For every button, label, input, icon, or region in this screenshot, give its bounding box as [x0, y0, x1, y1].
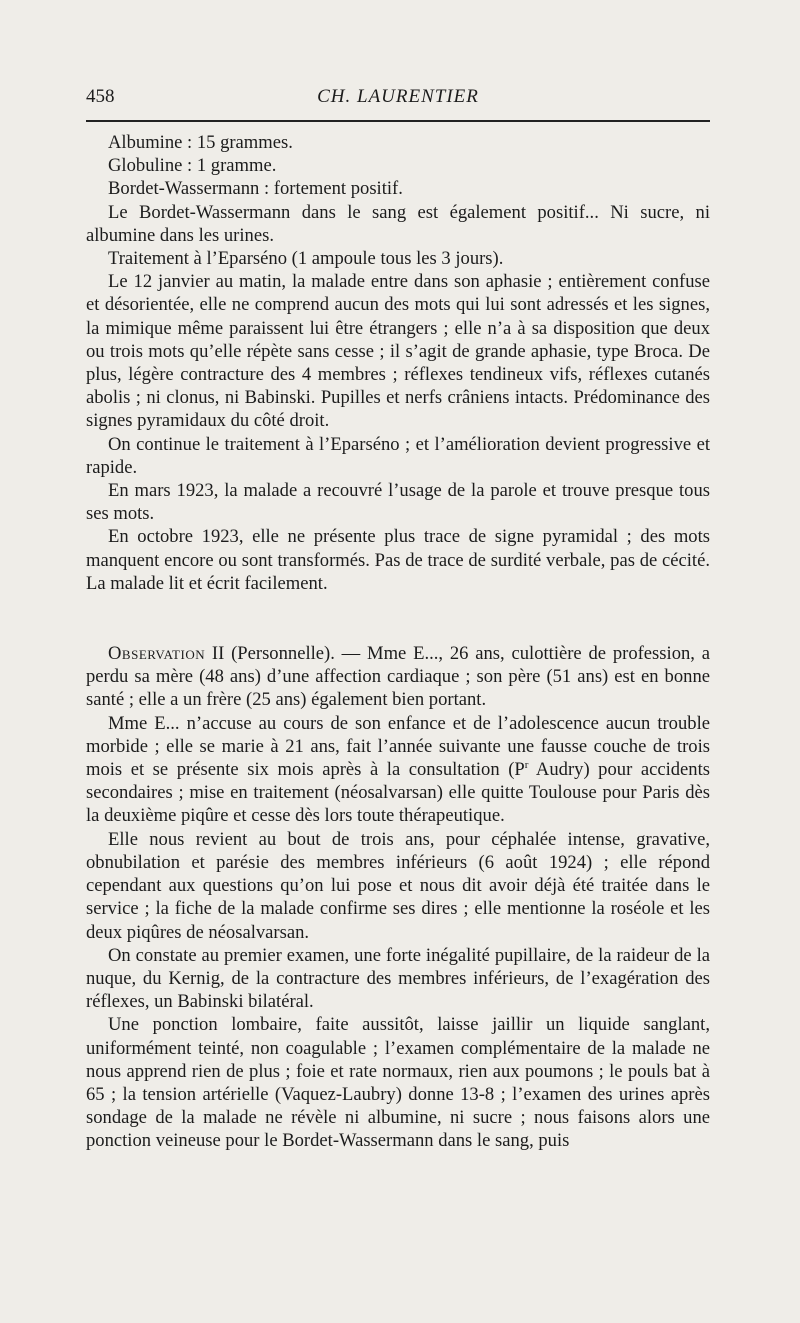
section-gap — [86, 595, 710, 642]
paragraph-traitement: Traitement à l’Eparséno (1 ampoule tous les 3 jours). — [108, 248, 504, 270]
page-body — [86, 131, 710, 1153]
paragraph-ponction: Une ponction lombaire, faite aussitôt, laisse jaillir un liquide sanglant, uniformément teinté, non coagulable ; l’examen complémentaire de la malade ne nous apprend rien de plus ; foie et rate normaux, rien aux poumons ; le pouls bat à 65 ; la tension artérielle (Vaquez-Laubry) donne 13-8 ; l’examen des urines après sondage de la malade ne révèle ni albumine, ni sucre ; nous faisons alors une ponction veineuse pour le Bordet-Wassermann dans le sang, puis — [86, 1014, 710, 1152]
paragraph-continue: On continue le traitement à l’Eparséno ; et l’amélioration devient progressive et rapide. — [86, 433, 710, 478]
page-header — [86, 86, 710, 110]
paragraph-bordet-wassermann: Bordet-Wassermann : fortement positif. — [108, 178, 403, 200]
enfance-text-a: Mme E... n’accuse au cours de son enfance et de l’adolescence aucun trouble morbide ; elle se marie à 21 ans, fait l’année suivante une fausse couche de trois mois et se présente six mois après à la consultation (P — [86, 712, 710, 781]
running-title: CH. LAURENTIER — [317, 86, 479, 107]
paragraph-albumine: Albumine : 15 grammes. — [108, 132, 293, 153]
page-number: 458 — [86, 86, 115, 107]
observation-label: Observation — [108, 643, 206, 665]
observation-text: II (Personnelle). — Mme E..., 26 ans, culottière de profession, a perdu sa mère (48 ans) d’une affection cardiaque ; son père (51 ans) est en bonne santé ; elle a un frère (25 ans) également bien portant. — [86, 643, 710, 711]
paragraph-bw-sang: Le Bordet-Wassermann dans le sang est également positif... Ni sucre, ni albumine dans les urines. — [86, 201, 710, 246]
paragraph-mars: En mars 1923, la malade a recouvré l’usage de la parole et trouve presque tous ses mots. — [86, 480, 710, 525]
enfance-text-b: Audry) pour accidents secondaires ; mise en traitement (néosalvarsan) elle quitte Toulouse pour Paris dès la deuxième piqûre et cesse dès lors toute thérapeutique. — [86, 759, 710, 827]
paragraph-observation — [86, 642, 710, 712]
paragraph-octobre: En octobre 1923, elle ne présente plus trace de signe pyramidal ; des mots manquent encore ou sont transformés. Pas de trace de surdité verbale, pas de cécité. La malade lit et écrit facilement. — [86, 526, 710, 594]
paragraph-aphasie: Le 12 janvier au matin, la malade entre dans son aphasie ; entièrement confuse et désorientée, elle ne comprend aucun des mots qui lui sont adressés et les signes, la mimique même paraissent lui être étrangers ; elle n’a à sa disposition que deux ou trois mots qu’elle répète sans cesse ; il s’agit de grande aphasie, type Broca. De plus, légère contracture des 4 membres ; réflexes tendineux vifs, réflexes cutanés abolis ; ni clonus, ni Babinski. Pupilles et nerfs crâniens intacts. Prédominance des signes pyramidaux du côté droit. — [86, 271, 710, 432]
paragraph-revient: Elle nous revient au bout de trois ans, pour céphalée intense, gravative, obnubilation et parésie des membres inférieurs (6 août 1924) ; elle répond cependant aux questions qu’on lui pose et nous dit avoir déjà été traitée dans le service ; la fiche de la malade confirme ses dires ; elle mentionne la roséole et les deux piqûres de néosalvarsan. — [86, 828, 710, 943]
header-rule — [86, 120, 710, 122]
paragraph-globuline: Globuline : 1 gramme. — [108, 155, 277, 177]
superscript-r: r — [524, 758, 529, 771]
paragraph-enfance — [86, 712, 710, 828]
paragraph-examen: On constate au premier examen, une forte inégalité pupillaire, de la raideur de la nuque, du Kernig, de la contracture des membres inférieurs, de l’exagération des réflexes, un Babinski bilatéral. — [86, 944, 710, 1013]
